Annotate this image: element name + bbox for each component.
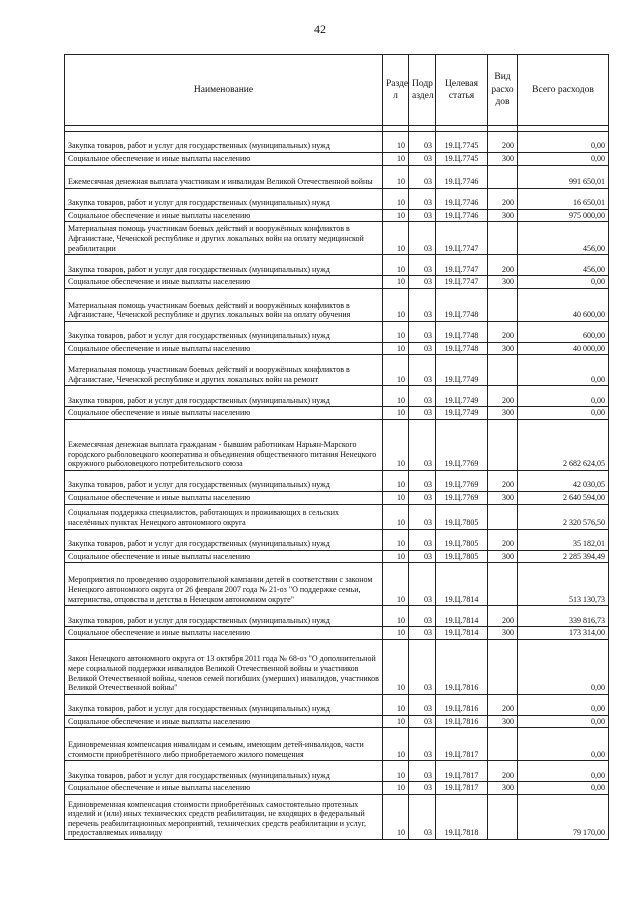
cell-expense-type: 200: [488, 386, 518, 407]
table-row: [65, 563, 609, 606]
cell-target: 19.Ц.7817: [436, 761, 488, 782]
cell-total: 40 000,00: [518, 342, 609, 355]
table-header: [65, 55, 609, 126]
table-body: [65, 126, 609, 840]
cell-target: 19.Ц.7746: [436, 165, 488, 188]
cell-expense-type: [488, 794, 518, 839]
cell-section: 10: [383, 606, 409, 627]
cell-name: Закупка товаров, работ и услуг для государственных (муниципальных) нужд: [65, 694, 383, 715]
table-row: [65, 606, 609, 627]
cell-total: 991 650,01: [518, 165, 609, 188]
table-row: [65, 529, 609, 550]
cell-total: 0,00: [518, 153, 609, 166]
cell-target: 19.Ц.7817: [436, 728, 488, 761]
cell-section: 10: [383, 761, 409, 782]
cell-target: 19.Ц.7817: [436, 782, 488, 795]
cell-total: 173 314,00: [518, 627, 609, 640]
cell-name: Социальное обеспечение и иные выплаты населению: [65, 627, 383, 640]
cell-target: 19.Ц.7805: [436, 529, 488, 550]
cell-total: 975 000,00: [518, 209, 609, 222]
table-row: [65, 222, 609, 255]
cell-name: Социальное обеспечение и иные выплаты населению: [65, 782, 383, 795]
cell-target: 19.Ц.7749: [436, 407, 488, 420]
cell-section: 10: [383, 491, 409, 504]
cell-target: 19.Ц.7747: [436, 276, 488, 289]
table-row: [65, 321, 609, 342]
cell-subsection: 03: [409, 606, 436, 627]
cell-target: 19.Ц.7745: [436, 153, 488, 166]
cell-target: 19.Ц.7814: [436, 606, 488, 627]
cell-expense-type: 300: [488, 407, 518, 420]
cell-expense-type: [488, 288, 518, 321]
header-section: Разде л: [383, 55, 409, 126]
cell-total: 0,00: [518, 132, 609, 153]
cell-section: 10: [383, 715, 409, 728]
cell-subsection: 03: [409, 355, 436, 386]
cell-name: Единовременная компенсация стоимости приобретённых самостоятельно протезных изделий и (или) иных технических средств реабилитации, не входящих в федеральный перечень реабилитационных мероприятий, технических средств реабилитации и услуг, предоставляемых инвалиду: [65, 794, 383, 839]
cell-expense-type: 300: [488, 627, 518, 640]
cell-total: 0,00: [518, 715, 609, 728]
table-row: [65, 188, 609, 209]
table-row: [65, 132, 609, 153]
cell-name: Социальное обеспечение и иные выплаты населению: [65, 276, 383, 289]
cell-section: 10: [383, 419, 409, 470]
cell-subsection: 03: [409, 386, 436, 407]
cell-target: 19.Ц.7748: [436, 342, 488, 355]
cell-subsection: 03: [409, 407, 436, 420]
cell-expense-type: 300: [488, 550, 518, 563]
cell-subsection: 03: [409, 419, 436, 470]
cell-subsection: 03: [409, 794, 436, 839]
cell-section: 10: [383, 782, 409, 795]
cell-name: Закупка товаров, работ и услуг для государственных (муниципальных) нужд: [65, 529, 383, 550]
cell-expense-type: 200: [488, 188, 518, 209]
cell-subsection: 03: [409, 132, 436, 153]
cell-subsection: 03: [409, 761, 436, 782]
cell-subsection: 03: [409, 550, 436, 563]
cell-section: 10: [383, 288, 409, 321]
cell-name: Социальное обеспечение и иные выплаты населению: [65, 407, 383, 420]
cell-total: 0,00: [518, 639, 609, 694]
header-target: Целевая статья: [436, 55, 488, 126]
header-name: Наименование: [65, 55, 383, 126]
cell-expense-type: [488, 355, 518, 386]
cell-total: 0,00: [518, 386, 609, 407]
cell-name: Социальное обеспечение и иные выплаты населению: [65, 209, 383, 222]
cell-target: 19.Ц.7769: [436, 470, 488, 491]
cell-name: Мероприятия по проведению оздоровительной кампании детей в соответствии с законом Ненецкого автономного округа от 26 февраля 2007 года № 21-оз "О поддержке семьи, материнства, отцовства и детства в Ненецком автономном округе": [65, 563, 383, 606]
table-row: [65, 794, 609, 839]
cell-target: 19.Ц.7745: [436, 132, 488, 153]
cell-name: Социальное обеспечение и иные выплаты населению: [65, 153, 383, 166]
table-row: [65, 491, 609, 504]
cell-total: 600,00: [518, 321, 609, 342]
cell-target: 19.Ц.7814: [436, 627, 488, 640]
cell-expense-type: 300: [488, 715, 518, 728]
cell-expense-type: 300: [488, 491, 518, 504]
table-row: [65, 715, 609, 728]
cell-subsection: 03: [409, 627, 436, 640]
table-row: [65, 694, 609, 715]
cell-subsection: 03: [409, 728, 436, 761]
header-subsection: Подр аздел: [409, 55, 436, 126]
cell-section: 10: [383, 255, 409, 276]
table-row: [65, 288, 609, 321]
expenditure-table: [64, 54, 609, 840]
cell-name: Ежемесячная денежная выплата участникам и инвалидам Великой Отечественной войны: [65, 165, 383, 188]
cell-expense-type: 200: [488, 529, 518, 550]
cell-section: 10: [383, 222, 409, 255]
cell-target: 19.Ц.7746: [436, 209, 488, 222]
table-row: [65, 550, 609, 563]
cell-section: 10: [383, 728, 409, 761]
table-row: [65, 165, 609, 188]
cell-expense-type: [488, 419, 518, 470]
cell-section: 10: [383, 563, 409, 606]
cell-name: Закупка товаров, работ и услуг для государственных (муниципальных) нужд: [65, 188, 383, 209]
cell-section: 10: [383, 627, 409, 640]
cell-expense-type: 200: [488, 694, 518, 715]
cell-total: 2 682 624,05: [518, 419, 609, 470]
table-row: [65, 470, 609, 491]
cell-section: 10: [383, 694, 409, 715]
cell-total: 2 320 576,50: [518, 504, 609, 529]
table-row: [65, 639, 609, 694]
cell-expense-type: 300: [488, 276, 518, 289]
cell-target: 19.Ц.7805: [436, 504, 488, 529]
cell-total: 40 600,00: [518, 288, 609, 321]
cell-subsection: 03: [409, 470, 436, 491]
cell-section: 10: [383, 550, 409, 563]
cell-expense-type: 200: [488, 132, 518, 153]
cell-total: 0,00: [518, 694, 609, 715]
cell-name: Материальная помощь участникам боевых действий и вооружённых конфликтов в Афганистане, Чеченской республике и других локальных войн на оплату обучения: [65, 288, 383, 321]
cell-name: Закупка товаров, работ и услуг для государственных (муниципальных) нужд: [65, 255, 383, 276]
cell-name: Материальная помощь участникам боевых действий и вооружённых конфликтов в Афганистане, Чеченской республике и других локальных войн на ремонт: [65, 355, 383, 386]
table-row: [65, 761, 609, 782]
cell-name: Материальная помощь участникам боевых действий и вооружённых конфликтов в Афганистане, Чеченской республике и других локальных войн на оплату медицинской реабилитации: [65, 222, 383, 255]
cell-target: 19.Ц.7747: [436, 255, 488, 276]
cell-target: 19.Ц.7818: [436, 794, 488, 839]
table-row: [65, 504, 609, 529]
cell-subsection: 03: [409, 563, 436, 606]
page-number: 42: [314, 22, 326, 36]
cell-name: Единовременная компенсация инвалидам и семьям, имеющим детей-инвалидов, части стоимости приобретённого либо приобретаемого жилого помещения: [65, 728, 383, 761]
cell-name: Закупка товаров, работ и услуг для государственных (муниципальных) нужд: [65, 386, 383, 407]
cell-subsection: 03: [409, 222, 436, 255]
cell-target: 19.Ц.7769: [436, 491, 488, 504]
cell-subsection: 03: [409, 639, 436, 694]
header-total: Всего расходов: [518, 55, 609, 126]
cell-name: Закупка товаров, работ и услуг для государственных (муниципальных) нужд: [65, 606, 383, 627]
cell-section: 10: [383, 321, 409, 342]
cell-name: Социальная поддержка специалистов, работающих и проживающих в сельских населённых пунктах Ненецкого автономного округа: [65, 504, 383, 529]
cell-section: 10: [383, 188, 409, 209]
cell-total: 0,00: [518, 355, 609, 386]
cell-subsection: 03: [409, 255, 436, 276]
cell-expense-type: 200: [488, 321, 518, 342]
cell-subsection: 03: [409, 715, 436, 728]
cell-target: 19.Ц.7816: [436, 694, 488, 715]
cell-target: 19.Ц.7814: [436, 563, 488, 606]
table-row: [65, 419, 609, 470]
cell-target: 19.Ц.7748: [436, 288, 488, 321]
cell-target: 19.Ц.7748: [436, 321, 488, 342]
cell-target: 19.Ц.7805: [436, 550, 488, 563]
cell-target: 19.Ц.7746: [436, 188, 488, 209]
cell-name: Закупка товаров, работ и услуг для государственных (муниципальных) нужд: [65, 470, 383, 491]
cell-subsection: 03: [409, 276, 436, 289]
cell-target: 19.Ц.7769: [436, 419, 488, 470]
cell-section: 10: [383, 132, 409, 153]
cell-expense-type: [488, 165, 518, 188]
cell-expense-type: 300: [488, 153, 518, 166]
cell-total: 0,00: [518, 728, 609, 761]
cell-name: Социальное обеспечение и иные выплаты населению: [65, 491, 383, 504]
cell-name: Социальное обеспечение и иные выплаты населению: [65, 715, 383, 728]
cell-subsection: 03: [409, 188, 436, 209]
table-row: [65, 342, 609, 355]
cell-section: 10: [383, 165, 409, 188]
table-row: [65, 782, 609, 795]
cell-name: Социальное обеспечение и иные выплаты населению: [65, 342, 383, 355]
cell-total: 513 130,73: [518, 563, 609, 606]
cell-subsection: 03: [409, 342, 436, 355]
cell-section: 10: [383, 153, 409, 166]
table-row: [65, 255, 609, 276]
header-expense-type: Вид расхо дов: [488, 55, 518, 126]
cell-target: 19.Ц.7747: [436, 222, 488, 255]
cell-total: 0,00: [518, 782, 609, 795]
cell-total: 456,00: [518, 255, 609, 276]
cell-subsection: 03: [409, 153, 436, 166]
cell-subsection: 03: [409, 782, 436, 795]
cell-section: 10: [383, 794, 409, 839]
cell-section: 10: [383, 407, 409, 420]
cell-expense-type: [488, 222, 518, 255]
cell-total: 0,00: [518, 407, 609, 420]
cell-section: 10: [383, 504, 409, 529]
cell-expense-type: 200: [488, 761, 518, 782]
table-row: [65, 627, 609, 640]
cell-total: 0,00: [518, 761, 609, 782]
cell-total: 2 285 394,49: [518, 550, 609, 563]
table-row: [65, 355, 609, 386]
cell-name: Социальное обеспечение и иные выплаты населению: [65, 550, 383, 563]
cell-total: 456,00: [518, 222, 609, 255]
cell-expense-type: [488, 504, 518, 529]
cell-section: 10: [383, 639, 409, 694]
cell-section: 10: [383, 342, 409, 355]
cell-name: Закупка товаров, работ и услуг для государственных (муниципальных) нужд: [65, 132, 383, 153]
cell-expense-type: 300: [488, 209, 518, 222]
cell-total: 2 640 594,00: [518, 491, 609, 504]
cell-total: 35 182,01: [518, 529, 609, 550]
table-row: [65, 386, 609, 407]
cell-section: 10: [383, 529, 409, 550]
cell-subsection: 03: [409, 321, 436, 342]
table-row: [65, 276, 609, 289]
cell-subsection: 03: [409, 529, 436, 550]
cell-expense-type: 300: [488, 342, 518, 355]
cell-section: 10: [383, 386, 409, 407]
cell-section: 10: [383, 470, 409, 491]
cell-subsection: 03: [409, 209, 436, 222]
cell-target: 19.Ц.7816: [436, 715, 488, 728]
cell-total: 339 816,73: [518, 606, 609, 627]
cell-subsection: 03: [409, 288, 436, 321]
cell-target: 19.Ц.7749: [436, 355, 488, 386]
cell-expense-type: 200: [488, 255, 518, 276]
cell-target: 19.Ц.7816: [436, 639, 488, 694]
table-row: [65, 209, 609, 222]
cell-expense-type: 200: [488, 470, 518, 491]
cell-total: 0,00: [518, 276, 609, 289]
cell-expense-type: [488, 563, 518, 606]
cell-subsection: 03: [409, 504, 436, 529]
cell-section: 10: [383, 209, 409, 222]
cell-total: 16 650,01: [518, 188, 609, 209]
cell-total: 79 170,00: [518, 794, 609, 839]
cell-expense-type: 200: [488, 606, 518, 627]
cell-subsection: 03: [409, 165, 436, 188]
cell-subsection: 03: [409, 491, 436, 504]
cell-section: 10: [383, 355, 409, 386]
cell-total: 42 030,05: [518, 470, 609, 491]
cell-target: 19.Ц.7749: [436, 386, 488, 407]
table-row: [65, 728, 609, 761]
table-row: [65, 153, 609, 166]
cell-subsection: 03: [409, 694, 436, 715]
cell-name: Закон Ненецкого автономного округа от 13 октября 2011 года № 68-оз "О дополнительной мере социальной поддержки инвалидов Великой Отечественной войны и участников Великой Отечественной войны, членов семей погибших (умерших) инвалидов, участников Великой Отечественной войны": [65, 639, 383, 694]
cell-expense-type: [488, 728, 518, 761]
cell-expense-type: [488, 639, 518, 694]
cell-section: 10: [383, 276, 409, 289]
cell-name: Закупка товаров, работ и услуг для государственных (муниципальных) нужд: [65, 761, 383, 782]
cell-name: Закупка товаров, работ и услуг для государственных (муниципальных) нужд: [65, 321, 383, 342]
table-row: [65, 407, 609, 420]
cell-name: Ежемесячная денежная выплата гражданам - бывшим работникам Нарьян-Марского городского рыболовецкого кооператива и объединения общественного питания Ненецкого окружного рыболовецкого потребительского союза: [65, 419, 383, 470]
cell-expense-type: 300: [488, 782, 518, 795]
